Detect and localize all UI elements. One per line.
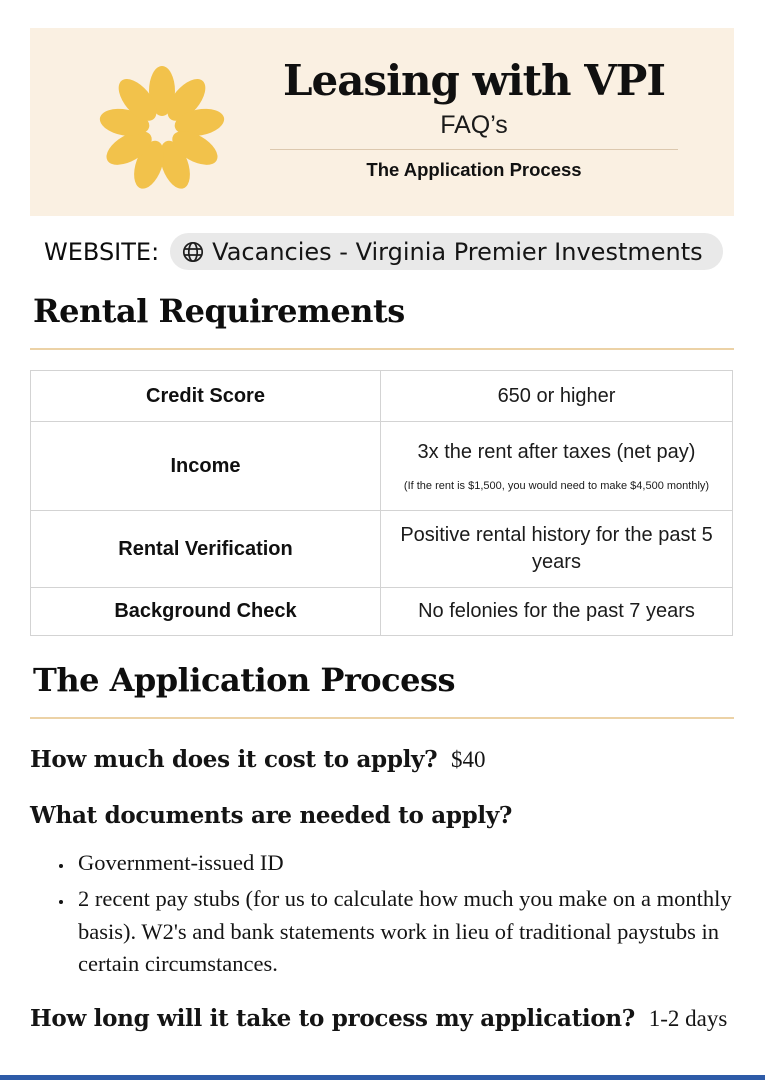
- faq-item: [30, 1004, 734, 1034]
- faq-answer: 1-2 days: [648, 1005, 728, 1031]
- banner-text-block: [232, 55, 734, 181]
- banner-divider: [270, 149, 678, 150]
- table-row: [31, 422, 733, 511]
- website-row: [30, 233, 734, 270]
- page-title: Leasing with VPI: [282, 55, 666, 105]
- requirement-label: Credit Score: [31, 371, 381, 422]
- requirement-label: Rental Verification: [31, 511, 381, 588]
- faq-answer: $40: [451, 747, 486, 773]
- faq-item: [30, 801, 734, 831]
- table-row: [31, 588, 733, 636]
- banner-tagline: The Application Process: [366, 159, 582, 181]
- requirement-value: No felonies for the past 7 years: [381, 588, 733, 636]
- section-divider: [30, 348, 734, 350]
- faq-question: How much does it cost to apply?: [30, 746, 438, 774]
- requirement-label: Background Check: [31, 588, 381, 636]
- faq-question: How long will it take to process my application?: [30, 1004, 635, 1032]
- requirement-value: Positive rental history for the past 5 years: [381, 511, 733, 588]
- requirement-note: (If the rent is $1,500, you would need to make $4,500 monthly): [403, 479, 710, 492]
- table-row: [31, 371, 733, 422]
- header-banner: [30, 28, 734, 216]
- website-link[interactable]: [170, 233, 722, 270]
- section-title-application-process: The Application Process: [33, 661, 456, 700]
- footer-accent-bar: [0, 1075, 765, 1080]
- list-item: • Government-issued ID: [74, 847, 734, 879]
- requirement-label: Income: [31, 422, 381, 511]
- requirement-value-text: 3x the rent after taxes (net pay): [417, 440, 696, 463]
- requirement-value: [381, 422, 733, 511]
- section-divider: [30, 717, 734, 719]
- section-title-rental-requirements: Rental Requirements: [33, 292, 405, 330]
- documents-list: [30, 847, 734, 980]
- table-row: [31, 511, 733, 588]
- globe-icon: [181, 240, 205, 264]
- requirements-table: [30, 370, 733, 636]
- list-item: • 2 recent pay stubs (for us to calculate how much you make on a monthly basis). W2's and bank statements work in lieu of traditional paystubs in certain circumstances.: [74, 883, 734, 980]
- requirement-value: 650 or higher: [381, 371, 733, 422]
- faq-question: What documents are needed to apply?: [30, 802, 513, 830]
- page-subtitle: FAQ’s: [440, 111, 508, 140]
- website-label: WEBSITE:: [44, 237, 160, 266]
- faq-item: [30, 745, 734, 775]
- website-link-text: Vacancies - Virginia Premier Investments: [212, 237, 703, 266]
- flower-logo-icon: [92, 59, 232, 199]
